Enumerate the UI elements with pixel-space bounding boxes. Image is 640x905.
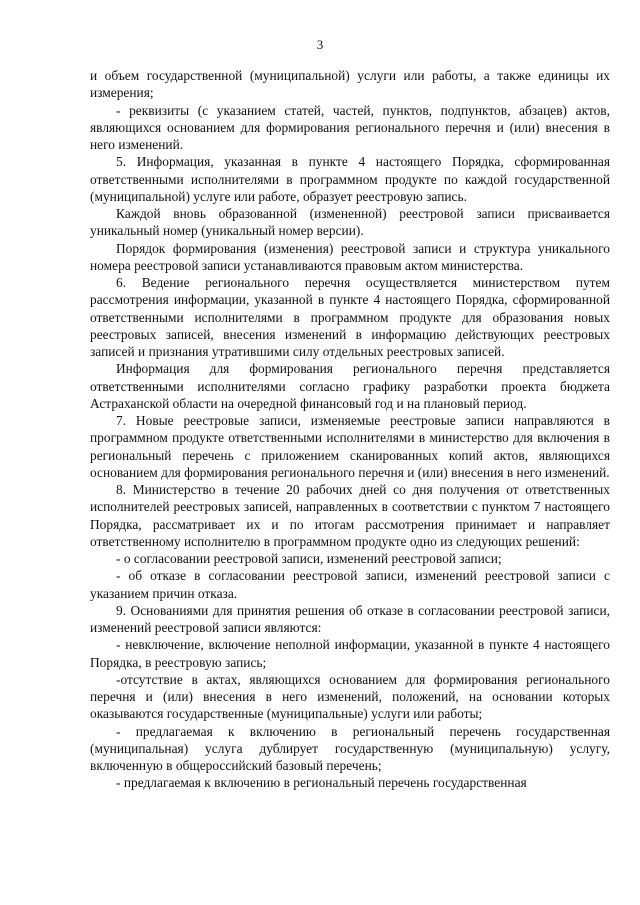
paragraph: Порядок формирования (изменения) реестровой записи и структура уникального номера реестровой записи устанавливаются правовым актом министерства. (90, 240, 610, 273)
paragraph: - невключение, включение неполной информации, указанной в пункте 4 настоящего Порядка, в реестровую запись; (90, 637, 610, 670)
paragraph: - об отказе в согласовании реестровой записи, изменений реестровой записи с указанием причин отказа. (90, 568, 610, 601)
paragraph: - реквизиты (с указанием статей, частей, пунктов, подпунктов, абзацев) актов, являющихся основанием для формирования регионального перечня и (или) внесения в него изменений. (90, 102, 610, 152)
paragraph: - предлагаемая к включению в региональный перечень государственная (116, 775, 527, 791)
page-number: 3 (316, 37, 324, 52)
paragraph: Информация для формирования регионального перечня представляется ответственными исполнителями согласно графику разработки проекта бюджета Астраханской области на очередной финансовый год и на плановый период. (90, 361, 610, 411)
paragraph: 6. Ведение регионального перечня осуществляется министерством путем рассмотрения информации, указанной в пункте 4 настоящего Порядка, сформированной ответственными исполнителями в программном продукте для образования новых реестровых записей, внесения изменений в информацию действующих реестровых записей и признания утратившими силу отдельных реестровых записей. (90, 275, 610, 359)
paragraph: -отсутствие в актах, являющихся основанием для формирования регионального перечня и (или) внесения в него изменений, положений, на основании которых оказываются государственные (муниципальные) услуги или работы; (90, 671, 610, 722)
document-body (90, 67, 610, 792)
paragraph: и объем государственной (муниципальной) услуги или работы, а также единицы их измерения; (90, 68, 610, 101)
paragraph: 8. Министерство в течение 20 рабочих дней со дня получения от ответственных исполнителей реестровых записей, направленных в соответствии с пунктом 7 настоящего Порядка, рассматривает их и по итогам рассмотрения принимает и направляет ответственному исполнителю в программном продукте одно из следующих решений: (90, 482, 610, 549)
paragraph: 7. Новые реестровые записи, изменяемые реестровые записи направляются в программном продукте ответственными исполнителями в министерство для включения в региональный перечень с приложением сканированных копий актов, являющихся основанием для формирования регионального перечня и (или) внесения в него изменений. (90, 413, 610, 480)
paragraph: 5. Информация, указанная в пункте 4 настоящего Порядка, сформированная ответственными исполнителями в программном продукте по каждой государственной (муниципальной) услуге или работе, образует реестровую запись. (90, 154, 610, 204)
paragraph: 9. Основаниями для принятия решения об отказе в согласовании реестровой записи, изменений реестровой записи являются: (90, 602, 610, 635)
paragraph: Каждой вновь образованной (измененной) реестровой записи присваивается уникальный номер (уникальный номер версии). (90, 206, 610, 239)
paragraph: - предлагаемая к включению в региональный перечень государственная (муниципальная) услуга дублирует государственную (муниципальную) услугу, включенную в общероссийский базовый перечень; (90, 723, 610, 773)
paragraph: - о согласовании реестровой записи, изменений реестровой записи; (116, 551, 502, 566)
